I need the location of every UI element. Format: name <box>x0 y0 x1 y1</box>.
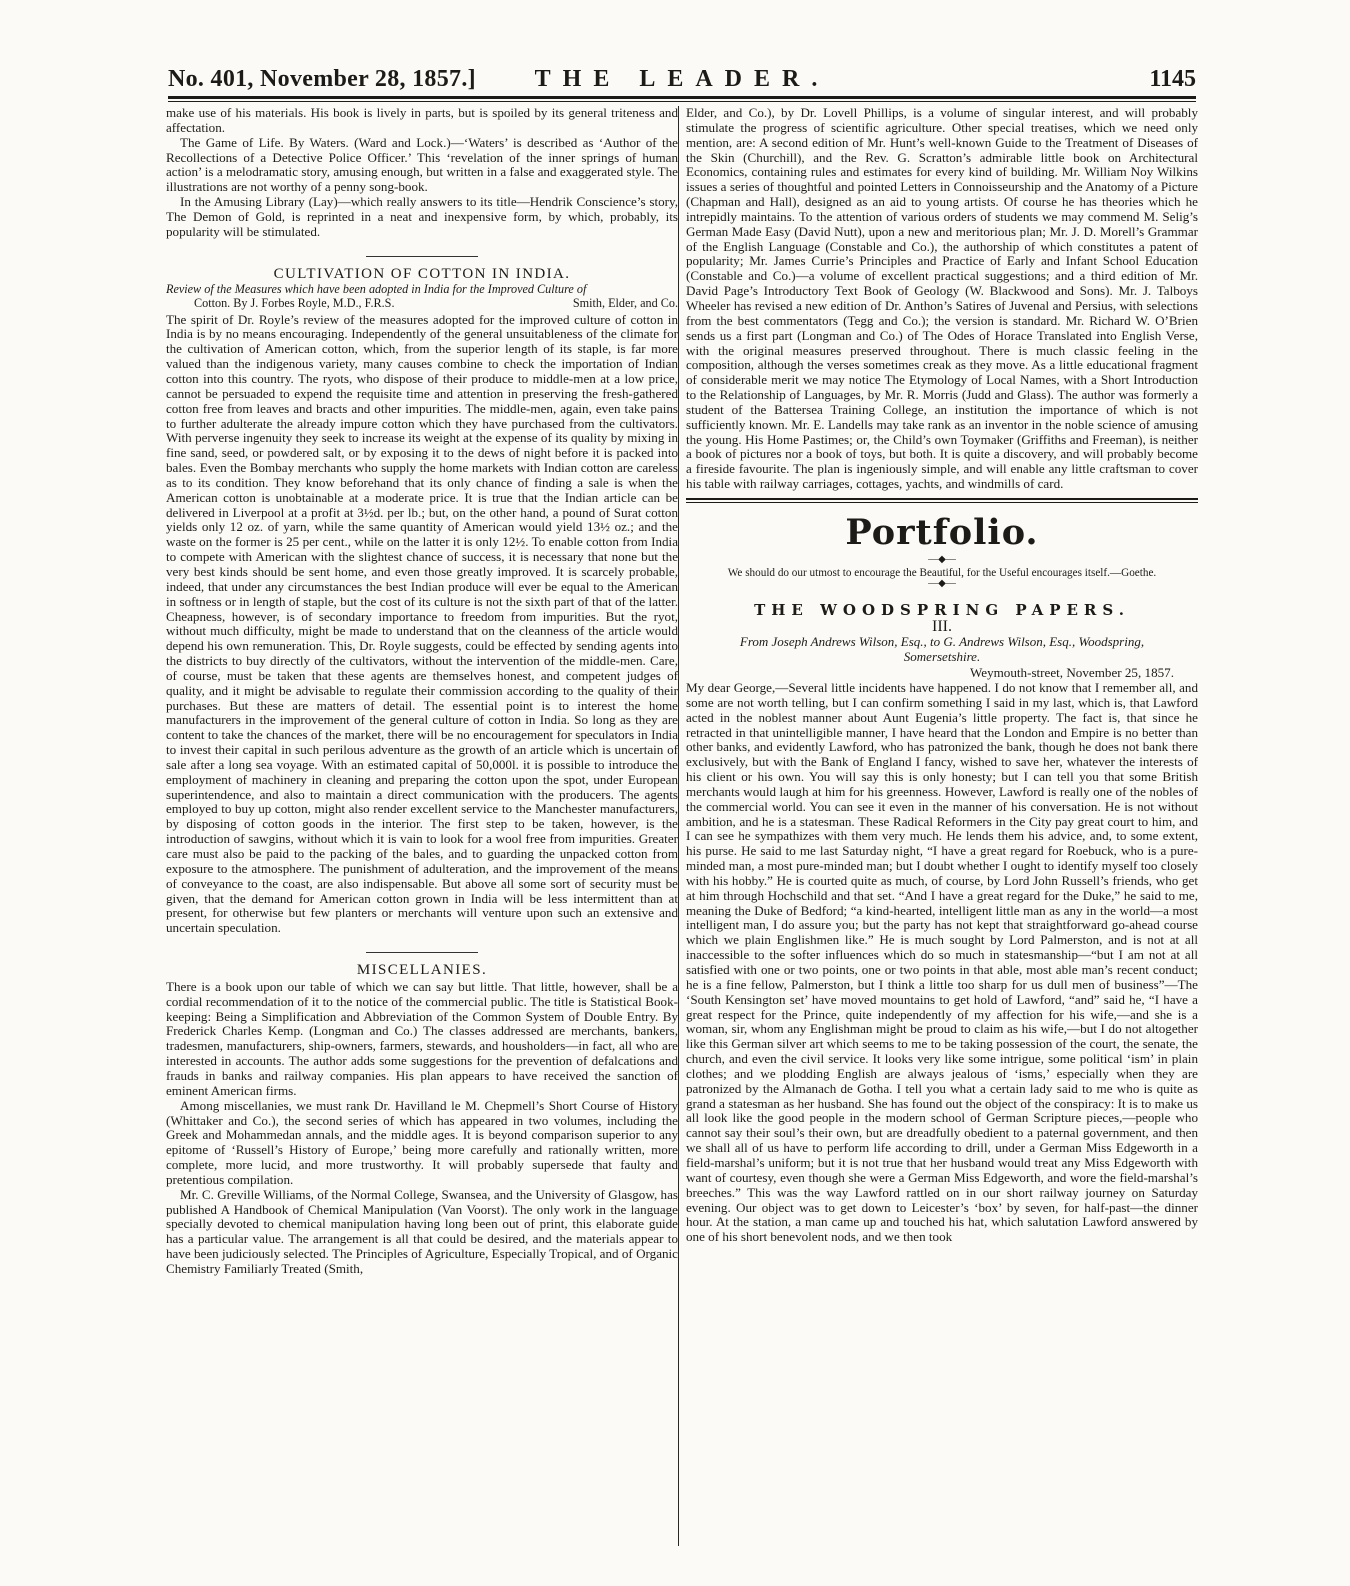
section-divider <box>366 952 478 953</box>
cotton-review-title <box>166 283 678 310</box>
portfolio-rule-thin <box>686 502 1198 503</box>
issue-line: No. 401, November 28, 1857.] <box>168 66 476 92</box>
page-number: 1145 <box>1149 66 1196 92</box>
miscellanies-paragraph-3: Mr. C. Greville Williams, of the Normal College, Swansea, and the University of Glasgow, has published A Handbook of Chemical Manipulation (Van Voorst). The only work in the language specially devoted to chemical manipulation having long been out of print, this elaborate guide has a particular value. The arrangement is all that could be desired, and the materials appear to have been judiciously selected. The Principles of Agriculture, Especially Tropical, and of Organic Chemistry Familiarly Treated (Smith, <box>166 1186 678 1276</box>
header-rule-thin <box>168 101 1196 102</box>
papers-number: III. <box>932 618 952 636</box>
ornament-icon: —◆— <box>928 578 956 590</box>
ornament-icon: —◆— <box>928 553 956 565</box>
letter-dateline: Weymouth-street, November 25, 1857. <box>969 665 1174 681</box>
cotton-review-line-2: Cotton. By J. Forbes Royle, M.D., F.R.S. <box>194 296 395 311</box>
letter-address-line-1: From Joseph Andrews Wilson, Esq., to G. Andrews Wilson, Esq., Woodspring, <box>739 634 1145 650</box>
cotton-review-line-1: Review of the Measures which have been adopted in India for the Improved Culture of <box>166 282 587 297</box>
letter-address <box>686 635 1198 664</box>
section-divider <box>366 256 478 257</box>
portfolio-rule <box>686 498 1198 500</box>
portfolio-title: Portfolio. <box>845 511 1039 553</box>
miscellanies-paragraph-1: There is a book upon our table of which we can say but little. That little, however, shall be a cordial recommendation of it to the notice of the commercial public. The title is Statistical Book-keeping: Being a Simplification and Abbreviation of the Common System of Double Entry. By Frederick Charles Kemp. (Longman and Co.) The classes addressed are merchants, bankers, tradesmen, manufacturers, ship-owners, farmers, stewards, and housholders—in fact, all who are interested in accounts. The author adds some suggestions for the prevention of defalcations and frauds in banks and railway companies. His plan appears to have received the sanction of eminent American firms. <box>166 978 678 1098</box>
paper-title: THE LEADER. <box>534 66 830 92</box>
right-column <box>686 106 1198 1550</box>
intro-paragraph: make use of his materials. His book is lively in parts, but is spoiled by its general triteness and affectation. <box>166 106 678 135</box>
column-divider <box>678 106 679 1546</box>
cotton-review-publisher: Smith, Elder, and Co. <box>572 296 678 311</box>
amusing-library-paragraph: In the Amusing Library (Lay)—which really answers to its title—Hendrik Conscience’s story, The Demon of Gold, is reprinted in a neat and inexpensive form, by which, probably, its popularity will be stimulated. <box>166 194 678 239</box>
left-column <box>166 106 678 1550</box>
miscellanies-continued: Elder, and Co.), by Dr. Lovell Phillips, is a volume of singular interest, and will probably stimulate the progress of scientific agriculture. Other special treatises, which we need only mention, are: A second edition of Mr. Hunt’s well-known Guide to the Treatment of Diseases of the Skin (Churchill), and the Rev. G. Scratton’s admirable little book on Architectural Economics, containing rules and estimates for every kind of building. Mr. William Noy Wilkins issues a series of thoughtful and pointed Letters in Connoisseurship and the Anatomy of a Picture (Chapman and Hall), designed as an aid to young artists. Of course he has theories which he intrepidly maintains. To the attention of various orders of students we may commend M. Selig’s German Made Easy (David Nutt), upon a new and meritorious plan; Mr. J. D. Morell’s Grammar of the English Language (Constable and Co.), the authorship of which constitutes a patent of popularity; Mr. James Currie’s Principles and Practice of Early and Infant School Education (Constable and Co.)—a volume of excellent practical suggestions; and a third edition of Mr. David Page’s Introductory Text Book of Geology (W. Blackwood and Sons). Mr. J. Talboys Wheeler has revised a new edition of Dr. Anthon’s Satires of Juvenal and Persius, with selections from the best commentators (Tegg and Co.); the version is standard. Mr. Richard W. O’Brien sends us a first part (Longman and Co.) of The Odes of Horace Translated into English Verse, with the original measures preserved throughout. There is much classic feeling in the composition, although the verses sometimes creak as they move. As a little educational fragment of considerable merit we may notice The Etymology of Local Names, with a Short Introduction to the Relationship of Languages, by Mr. R. Morris (Judd and Glass). The author was formerly a student of the Battersea Training College, an institution the importance of which is not sufficiently known. Mr. E. Landells may take rank as an inventor in the noble science of amusing the young. His Home Pastimes; or, the Child’s own Toymaker (Griffiths and Freeman), is neither a book of pictures nor a book of toys, but both. It is quite a discovery, and will probably become a fireside favourite. The plan is ingeniously simple, and will enable any little craftsman to cover his table with railway carriages, cottages, yachts, and windmills of card. <box>686 106 1198 492</box>
header-rule <box>168 96 1196 99</box>
cotton-paragraph: The spirit of Dr. Royle’s review of the measures adopted for the improved culture of cotton in India is by no means encouraging. Independently of the general unsuitableness of the climate for the cultivation of American cotton, which, from the superior length of its staple, is far more valued than the indigenous variety, many causes combine to check the importation of Indian cotton into this country. The ryots, who dispose of their produce to middle-men at a low price, cannot be persuaded to expend the requisite time and attention in preserving the fresh-gathered cotton free from leaves and bracts and other impurities. The middle-men, again, even take pains to further adulterate the already impure cotton which they have purchased from the cultivators. With perverse ingenuity they seek to increase its weight at the expense of its quality by mixing in fine sand, seed, or powdered salt, or by exposing it to the dews of night before it is packed into bales. Even the Bombay merchants who supply the home markets with Indian cotton are careless as to its condition. They know beforehand that its only chance of finding a sale is when the American cotton is unobtainable at a moderate price. It is true that the Indian article can be delivered in Liverpool at a profit at 3½d. per lb.; but, on the other hand, a pound of Surat cotton yields only 12 oz. of yarn, while the same quantity of American would yield 13½ oz.; and the waste on the former is 25 per cent., while on the latter it is only 12½. To enable cotton from India to compete with American with the slightest chance of success, it is necessary that none but the very best kinds should be sent home, and even those greatly improved. It is scarcely probable, indeed, that under any circumstances the best Indian produce will ever be equal to the American in softness or in length of staple, but the cost of its culture is not the sixth part of that of the latter. Cheapness, however, is of secondary importance to freedom from impurities. But the ryot, without much difficulty, might be made to understand that on the cleanness of the article would depend his own remuneration. This, Dr. Royle suggests, could be effected by sending agents into the districts to buy directly of the cultivators, without the intervention of the middle-men. Care, of course, must be taken that these agents are themselves honest, and competent judges of quality, and it might be advisable to regulate their commission according to the quality of their purchases. But these are matters of detail. The essential point is to interest the home manufacturers in the improvement of the general culture of cotton in India. So long as they are content to take the chances of the market, there will be no encouragement for speculators in India to invest their capital in such perilous adventure as the growth of an article which is uncertain of sale after a long sea voyage. With an estimated capital of 50,000l. it is possible to introduce the employment of machinery in cleaning and preparing the cotton upon the spot, under European superintendence, and also to maintain a direct communication with the producers. The agents employed to buy up cotton, might also render excellent service to the Manchester manufacturers, by disposing of cotton goods in the interior. The first step to be taken, however, is the introduction of sawgins, without which it is vain to look for a wool free from impurities. Greater care must also be paid to the packing of the bales, and to guarding the unpacked cotton from exposure to the atmosphere. The punishment of adulteration, and the improvement of the means of conveyance to the coast, are also indispensable. But above all some sort of security must be given, that the demand for American cotton grown in India will be less intermittent than at present, for otherwise but few planters or merchants will venture upon such an extensive and uncertain speculation. <box>166 311 678 936</box>
woodspring-papers-heading: THE WOODSPRING PAPERS. <box>754 601 1130 620</box>
game-of-life-paragraph: The Game of Life. By Waters. (Ward and Lock.)—‘Waters’ is described as ‘Author of the Recollections of a Detective Police Officer.’ This ‘revelation of the inner springs of human action’ is a melodramatic story, amusing enough, but written in a false and exaggerated style. The illustrations are not worthy of a penny song-book. <box>166 134 678 195</box>
masthead <box>168 64 1196 94</box>
miscellanies-paragraph-2: Among miscellanies, we must rank Dr. Havilland le M. Chepmell’s Short Course of History (Whittaker and Co.), the second series of which has appeared in two volumes, including the Greek and Mohammedan annals, and the middle ages. It is beyond comparison superior to any epitome of ‘Russell’s History of Europe,’ being more carefully and rationally written, more complete, more lucid, and more trustworthy. It will probably supersede that faulty and pretentious compilation. <box>166 1097 678 1187</box>
portfolio-motto: We should do our utmost to encourage the Beautiful, for the Useful encourages itself.—Goethe. <box>727 566 1157 579</box>
cotton-heading: CULTIVATION OF COTTON IN INDIA. <box>273 265 571 282</box>
miscellanies-heading: MISCELLANIES. <box>356 962 488 979</box>
letter-address-line-2: Somersetshire. <box>903 648 981 664</box>
letter-paragraph: My dear George,—Several little incidents have happened. I do not know that I remember all, and some are not worth telling, but I can confirm something I said in my last, which is, that Lawford acted in the noblest manner about Aunt Eugenia’s little property. The fact is, that since he retracted in that unintelligible manner, I have heard that the London and Empire is no better than other banks, and evidently Lawford, who has patronized the bank, though he does not bank there exclusively, but with the Bank of England I fancy, wished to save her, whatever the interests of his client or his own. You will say this is only honesty; but I can tell you that some British merchants would laugh at him for his greenness. However, Lawford is really one of the nobles of the commercial world. You can see it even in the manner of his conversation. He is not without ambition, and he is a statesman. These Radical Reformers in the City pay great court to him, and I can see he sympathizes with them very much. He lends them his advice, and, to some extent, his purse. He said to me last Saturday night, “I have a great regard for Roebuck, who is a pure-minded man, a most pure-minded man; but I doubt whether I ought to identify myself too closely with his hobby.” He is courted quite as much, of course, by Lord John Russell’s friends, who get at him through Hochschild and that set. “And I have a great regard for the Duke,” he said to me, meaning the Duke of Bedford; “a kind-hearted, intelligent little man as any in the world—a most intelligent man, I do assure you; but the party has not kept that straightforward go-ahead course which we plain Englishmen like.” He is much sought by Lord Palmerston, and is not at all inaccessible to the softer influences which do so much in statesmanship—“but I am not at all satisfied with one or two points, one or two points in that able, most able man’s recent conduct; he is a fine fellow, Palmerston, but I think a little too sharp for us dull men of business”—The ‘South Kensington set’ have moved mountains to get hold of Lawford, “and” said he, “I have a great respect for the Prince, quite independently of my affection for his wife,—and she is a woman, sir, whom any Englishman might be proud to claim as his wife,—but I do not altogether like this German silver art which seems to me to be taking possession of the court, the senate, the church, and even the civil service. It looks very like some intrigue, some political ‘ism’ in plain clothes; and we plodding English are always jealous of ‘isms,’ especially when they are patronized by the Almanach de Gotha. I tell you what a certain lady said to me who is quite as grand a statesman as her husband. She has found out the object of the conspiracy: It is to make us all look like the good people in the modern school of German Scripture pieces,—people who cannot say their soul’s their own, but are dreadfully obedient to a paternal government, and then we shall all of us have to perform life according to drill, under a German Miss Edgeworth in a field-marshal’s uniform; but it is not true that her husband would treat any Miss Edgeworth with want of courtesy, even though she were a German Miss Edgeworth, and wore the field-marshal’s breeches.” This was the way Lawford rattled on in our short railway journey on Saturday evening. Our object was to get down to Leicester’s ‘box’ by seven, for half-past—the dinner hour. At the station, a man came up and touched his hat, which salutation Lawford answered by one of his short benevolent nods, and we then took <box>686 679 1198 1245</box>
